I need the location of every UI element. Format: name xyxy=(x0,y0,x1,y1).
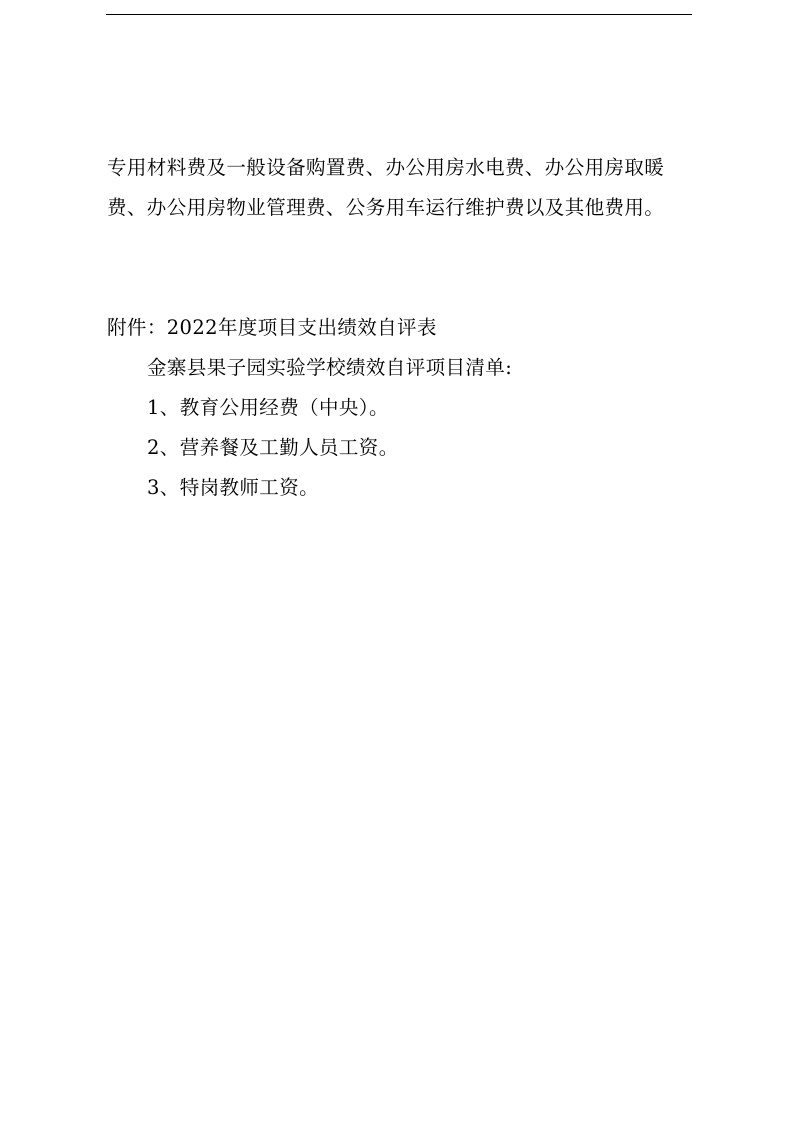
list-item: 3、特岗教师工资。 xyxy=(147,476,320,499)
attachment-line xyxy=(107,308,693,348)
paragraph-line: 专用材料费及一般设备购置费、办公用房水电费、办公用房取暖 xyxy=(107,156,665,179)
header-rule xyxy=(106,14,692,15)
list-item: 1、教育公用经费（中央）。 xyxy=(147,396,389,419)
list-intro: 金寨县果子园实验学校绩效自评项目清单: xyxy=(147,356,513,379)
attachment-title: 2022年度项目支出绩效自评表 xyxy=(166,316,437,339)
attachment-separator: ： xyxy=(146,316,167,339)
attachment-row xyxy=(107,308,693,348)
project-list xyxy=(147,348,733,508)
expense-paragraph xyxy=(107,148,693,228)
list-item: 2、营养餐及工勤人员工资。 xyxy=(147,436,399,459)
paragraph-line: 费、办公用房物业管理费、公务用车运行维护费以及其他费用。 xyxy=(107,196,665,219)
attachment-label: 附件 xyxy=(107,316,147,339)
